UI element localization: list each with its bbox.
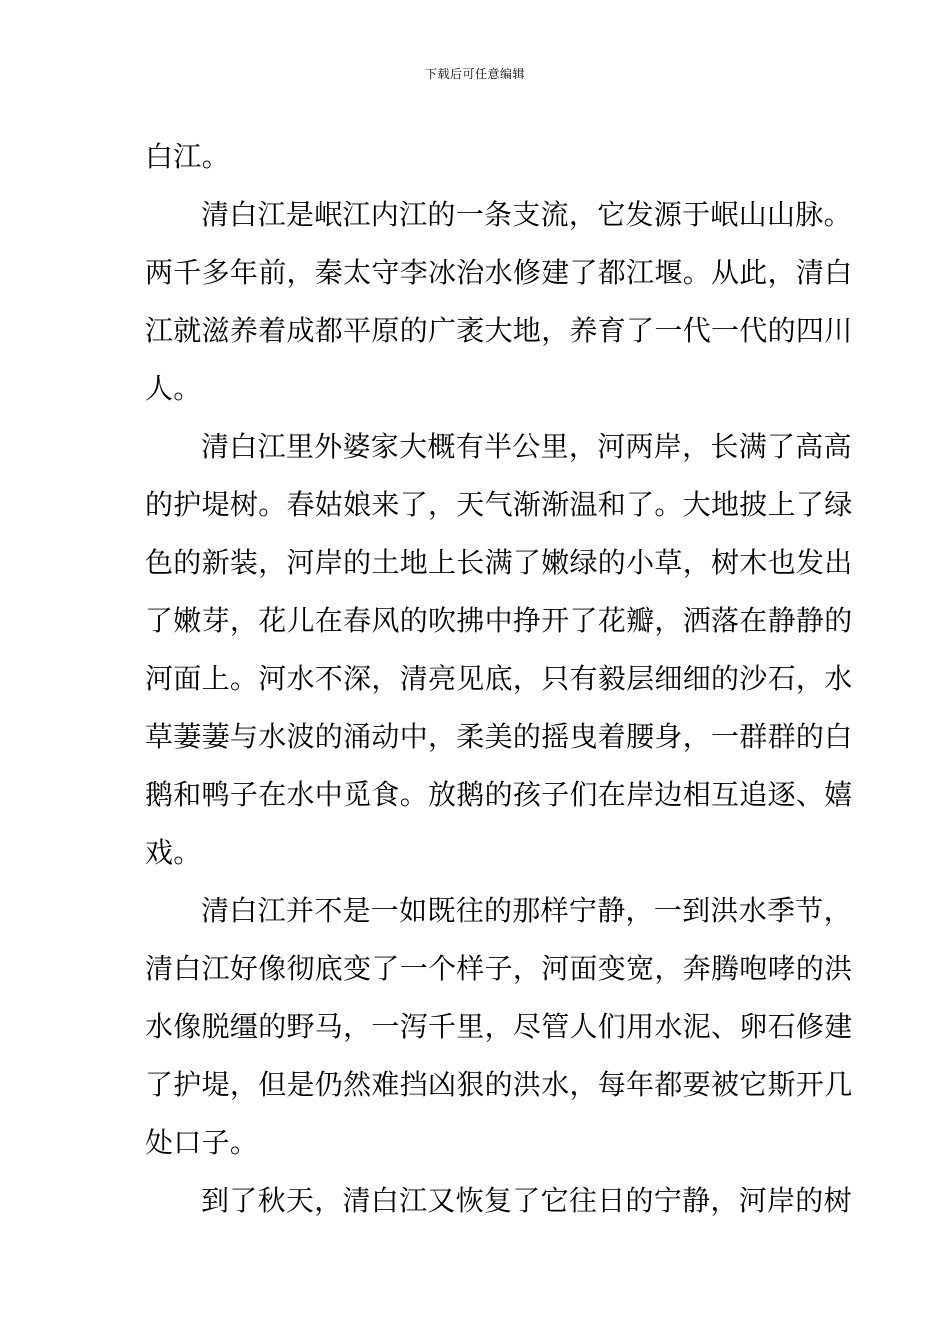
document-body xyxy=(145,128,853,1230)
text-line: 人。 xyxy=(145,372,202,405)
text-line: 水像脱缰的野马，一泻千里，尽管人们用水泥、卵石修建 xyxy=(145,1010,853,1043)
text-line: 两千多年前，秦太守李冰治水修建了都江堰。从此，清白 xyxy=(145,256,853,289)
text-line: 江就滋养着成都平原的广袤大地，养育了一代一代的四川 xyxy=(145,314,853,347)
text-line: 草萋萋与水波的涌动中，柔美的摇曳着腰身，一群群的白 xyxy=(145,720,853,753)
text-line: 的护堤树。春姑娘来了，天气渐渐温和了。大地披上了绿 xyxy=(145,488,853,521)
text-line: 白江。 xyxy=(145,140,230,173)
text-line: 处口子。 xyxy=(145,1126,259,1159)
text-line: 清白江好像彻底变了一个样子，河面变宽，奔腾咆哮的洪 xyxy=(145,952,853,985)
text-line: 了护堤，但是仍然难挡凶狠的洪水，每年都要被它斯开几 xyxy=(145,1068,853,1101)
text-line: 河面上。河水不深，清亮见底，只有毅层细细的沙石，水 xyxy=(145,662,853,695)
text-line: 鹅和鸭子在水中觅食。放鹅的孩子们在岸边相互追逐、嬉 xyxy=(145,778,853,811)
text-line: 色的新装，河岸的土地上长满了嫩绿的小草，树木也发出 xyxy=(145,546,853,579)
text-line: 戏。 xyxy=(145,836,202,869)
text-line: 清白江并不是一如既往的那样宁静，一到洪水季节， xyxy=(201,894,852,927)
page-header: 下载后可任意编辑 xyxy=(424,67,525,81)
text-line: 清白江是岷江内江的一条支流，它发源于岷山山脉。 xyxy=(201,198,852,231)
text-line: 清白江里外婆家大概有半公里，河两岸，长满了高高 xyxy=(201,430,852,463)
text-line: 了嫩芽，花儿在春风的吹拂中挣开了花瓣，洒落在静静的 xyxy=(145,604,853,637)
text-line: 到了秋天，清白江又恢复了它往日的宁静，河岸的树 xyxy=(201,1184,852,1217)
